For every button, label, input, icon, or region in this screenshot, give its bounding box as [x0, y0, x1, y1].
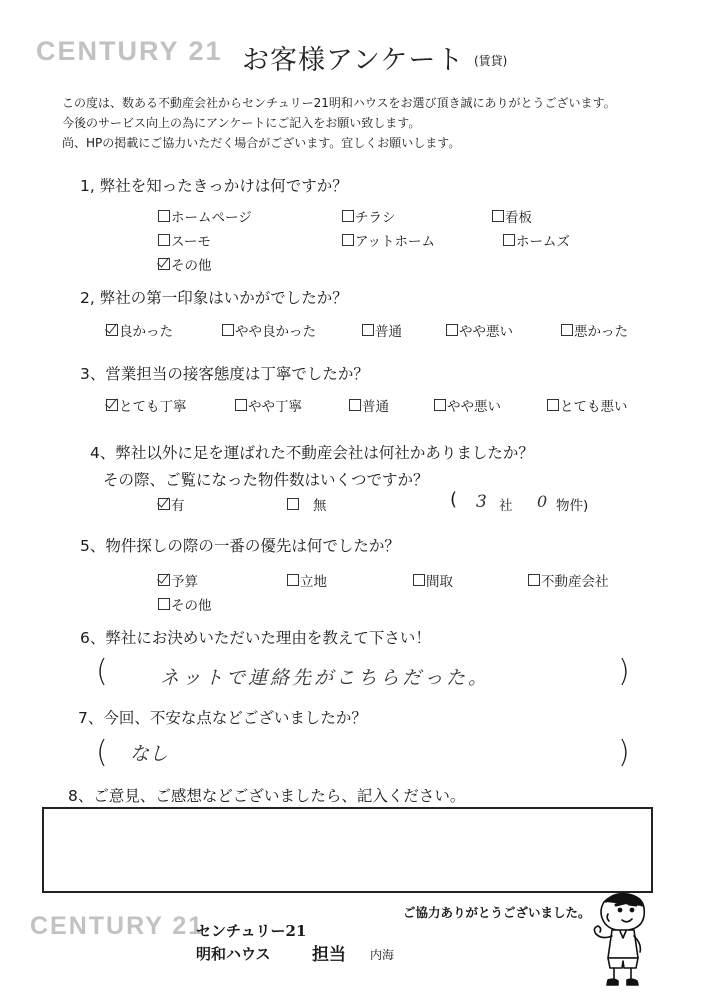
option-label: アットホーム — [355, 234, 436, 250]
q4-properties-unit: 物件) — [556, 498, 589, 514]
checkbox[interactable] — [222, 324, 234, 336]
header-logo: CENTURY 21 — [36, 36, 223, 66]
option-label: ホームページ — [171, 210, 252, 226]
question-2: 2, 弊社の第一印象はいかがでしたか？ — [80, 289, 348, 307]
checkbox[interactable] — [362, 324, 374, 336]
q3-option-normal[interactable] — [349, 395, 389, 415]
q5-option-other[interactable] — [158, 594, 212, 614]
q4-companies-value: 3 — [476, 492, 487, 512]
option-label: 有 — [171, 498, 185, 514]
checkbox[interactable] — [434, 399, 446, 411]
option-label: 間取 — [426, 574, 453, 590]
checkbox[interactable] — [342, 234, 354, 246]
option-label: とても丁寧 — [119, 399, 187, 415]
q2-option-somewhat-good[interactable] — [222, 320, 316, 340]
q7-paren-open: ( — [96, 735, 108, 770]
question-4-line-2: その際、ご覧になった物件数はいくつですか？ — [103, 471, 429, 489]
q1-option-flyer[interactable] — [342, 206, 396, 226]
option-label: 普通 — [375, 324, 402, 340]
option-label: やや悪い — [447, 399, 501, 415]
checkbox[interactable] — [287, 574, 299, 586]
q3-option-somewhat-bad[interactable] — [434, 395, 501, 415]
checkbox[interactable] — [158, 210, 170, 222]
option-label: 予算 — [171, 574, 198, 590]
q1-option-signboard[interactable] — [492, 206, 532, 226]
footer-logo: CENTURY 21 — [30, 912, 205, 940]
intro-line-2: 今後のサービス向上の為にアンケートにご記入をお願い致します。 — [62, 116, 421, 130]
checkbox[interactable] — [547, 399, 559, 411]
intro-line-3: 尚、HPの掲載にご協力いただく場合がございます。宜しくお願いします。 — [62, 136, 461, 150]
q1-option-suumo[interactable] — [158, 230, 211, 250]
checkbox[interactable] — [287, 498, 299, 510]
q3-option-very-polite[interactable] — [106, 395, 187, 415]
checkbox[interactable] — [342, 210, 354, 222]
option-label: ホームズ — [516, 234, 570, 250]
checkbox[interactable] — [158, 598, 170, 610]
question-3: 3、営業担当の接客態度は丁寧でしたか？ — [80, 365, 369, 383]
checkbox-checked[interactable] — [158, 258, 170, 270]
q6-answer[interactable]: ネットで連絡先がこちらだった。 — [160, 667, 491, 689]
option-label: その他 — [171, 598, 212, 614]
question-4-line-1: 4、弊社以外に足を運ばれた不動産会社は何社かありましたか？ — [90, 444, 534, 462]
checkbox[interactable] — [158, 234, 170, 246]
q5-option-budget[interactable] — [158, 570, 198, 590]
checkbox[interactable] — [446, 324, 458, 336]
q5-option-agency[interactable] — [528, 570, 609, 590]
option-label: 看板 — [505, 210, 532, 226]
thanks-message: ご協力ありがとうございました。 — [403, 905, 591, 920]
page-title: お客様アンケート — [242, 45, 465, 76]
page-subtitle: (賃貸) — [474, 54, 508, 68]
question-1: 1, 弊社を知ったきっかけは何ですか？ — [80, 177, 348, 195]
option-label: やや良かった — [235, 324, 316, 340]
checkbox-checked[interactable] — [106, 324, 118, 336]
option-label: 良かった — [119, 324, 173, 340]
checkbox[interactable] — [503, 234, 515, 246]
option-label: 悪かった — [574, 324, 628, 340]
intro-line-1: この度は、数ある不動産会社からセンチュリー21明和ハウスをお選び頂き誠にありがとうございます。 — [62, 96, 616, 110]
q4-companies-unit: 社 — [499, 498, 513, 514]
q5-option-layout[interactable] — [413, 570, 453, 590]
q3-option-somewhat-polite[interactable] — [235, 395, 302, 415]
q2-option-normal[interactable] — [362, 320, 402, 340]
option-label: 無 — [313, 498, 327, 514]
option-label: 立地 — [300, 574, 327, 590]
q4-properties-value: 0 — [537, 492, 548, 511]
q3-option-very-bad[interactable] — [547, 395, 628, 415]
company-name-line-1: センチュリー21 — [196, 922, 307, 940]
q4-option-yes[interactable] — [158, 494, 185, 514]
staff-name: 内海 — [370, 948, 395, 962]
question-8: 8、ご意見、ご感想などございましたら、記入ください。 — [68, 787, 466, 805]
option-label: その他 — [171, 258, 212, 274]
option-label: とても悪い — [560, 399, 628, 415]
company-name-line-2: 明和ハウス — [196, 945, 271, 963]
q2-option-somewhat-bad[interactable] — [446, 320, 513, 340]
checkbox-checked[interactable] — [106, 399, 118, 411]
q1-option-homes[interactable] — [503, 230, 570, 250]
question-5: 5、物件探しの際の一番の優先は何でしたか？ — [80, 537, 400, 555]
option-label: 普通 — [362, 399, 389, 415]
checkbox[interactable] — [528, 574, 540, 586]
checkbox[interactable] — [492, 210, 504, 222]
checkbox-checked[interactable] — [158, 574, 170, 586]
comment-textarea[interactable] — [42, 807, 653, 893]
checkbox-checked[interactable] — [158, 498, 170, 510]
q1-option-other[interactable] — [158, 254, 212, 274]
q1-option-homepage[interactable] — [158, 206, 252, 226]
q4-paren-open: ( — [450, 489, 458, 510]
option-label: やや丁寧 — [248, 399, 302, 415]
checkbox[interactable] — [349, 399, 361, 411]
q7-answer[interactable]: なし — [130, 743, 169, 765]
checkbox[interactable] — [561, 324, 573, 336]
question-7: 7、今回、不安な点などございましたか？ — [78, 709, 367, 727]
mascot-character-illustration — [582, 888, 664, 990]
q7-paren-close: ) — [618, 735, 630, 770]
q6-paren-close: ) — [618, 654, 630, 689]
q2-option-good[interactable] — [106, 320, 173, 340]
q1-option-athome[interactable] — [342, 230, 435, 250]
option-label: チラシ — [355, 210, 396, 226]
checkbox[interactable] — [413, 574, 425, 586]
option-label: やや悪い — [459, 324, 513, 340]
q4-option-no[interactable] — [287, 494, 327, 514]
question-6: 6、弊社にお決めいただいた理由を教えて下さい！ — [80, 629, 431, 647]
q5-option-location[interactable] — [287, 570, 327, 590]
checkbox[interactable] — [235, 399, 247, 411]
q6-paren-open: ( — [96, 654, 108, 689]
option-label: 不動産会社 — [541, 574, 609, 590]
staff-label: 担当 — [312, 945, 346, 965]
option-label: スーモ — [171, 234, 211, 250]
q2-option-bad[interactable] — [561, 320, 628, 340]
